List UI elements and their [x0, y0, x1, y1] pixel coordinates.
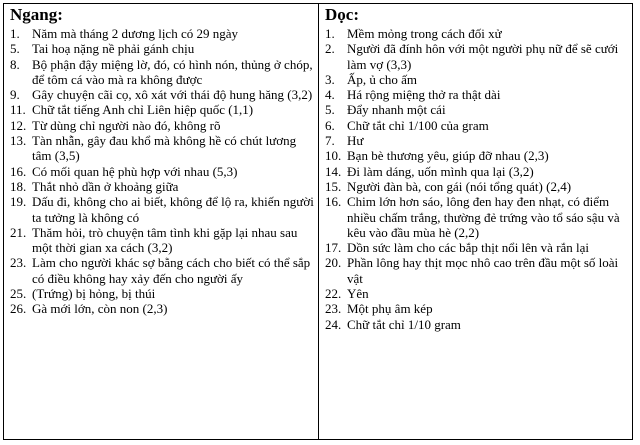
clue-text: Năm mà tháng 2 dương lịch có 29 ngày	[32, 26, 238, 41]
down-clue	[325, 317, 628, 332]
down-clue	[325, 26, 628, 41]
clue-text: Chim lớn hơn sáo, lông đen hay đen nhạt, có điểm nhiều chấm trắng, thường đẻ trứng vào tổ sáo sậu và kêu vào đầu mùa hè (2,2)	[347, 194, 620, 240]
down-clue	[325, 72, 628, 87]
down-clue	[325, 179, 628, 194]
clue-number: 4.	[325, 87, 335, 103]
across-heading: Ngang:	[10, 5, 63, 24]
clue-text: Gây chuyện cãi cọ, xô xát với thái độ hung hăng (3,2)	[32, 87, 313, 103]
clue-number: 6.	[325, 117, 335, 133]
clue-number: 17.	[325, 240, 342, 256]
down-clue	[325, 118, 628, 133]
across-clue	[10, 102, 314, 117]
clue-text: Ấp, ủ cho ấm	[347, 71, 418, 87]
clue-number: 24.	[325, 316, 342, 332]
clue-text: Mềm mỏng trong cách đối xử	[347, 26, 502, 41]
down-clue	[325, 102, 628, 117]
clue-text: Từ dùng chỉ người nào đó, không rõ	[32, 117, 221, 133]
clue-text: Phần lông hay thịt mọc nhô cao trên đầu một số loài vật	[347, 255, 619, 286]
clue-number: 5.	[325, 102, 335, 118]
across-clue-list	[10, 26, 314, 317]
down-clue	[325, 286, 628, 301]
across-clue	[10, 225, 314, 256]
across-clue	[10, 118, 314, 133]
clue-number: 18.	[10, 178, 27, 194]
down-clue	[325, 164, 628, 179]
down-clue	[325, 87, 628, 102]
clue-number: 26.	[10, 301, 27, 317]
clue-number: 9.	[10, 87, 20, 103]
across-clue	[10, 286, 314, 301]
clue-number: 20.	[325, 255, 342, 271]
clue-number: 5.	[10, 41, 20, 57]
across-clue	[10, 41, 314, 56]
clue-number: 22.	[325, 286, 342, 302]
across-clue	[10, 57, 314, 88]
clue-text: Dấu đi, không cho ai biết, không để lộ ra, khiến người ta tưởng là không có	[32, 194, 314, 225]
clue-text: Dồn sức làm cho các bắp thịt nổi lên và rắn lại	[347, 240, 590, 256]
clue-number: 15.	[325, 178, 342, 194]
across-clue	[10, 164, 314, 179]
clue-number: 14.	[325, 163, 342, 179]
clue-text: Thăm hỏi, trò chuyện tâm tình khi gặp lại nhau sau một thời gian xa cách (3,2)	[32, 224, 298, 256]
down-clue	[325, 148, 628, 163]
clue-number: 23.	[10, 255, 27, 271]
clue-number: 10.	[325, 148, 342, 164]
clue-number: 16.	[10, 163, 27, 179]
clue-text: Chữ tắt tiếng Anh chỉ Liên hiệp quốc (1,1)	[32, 102, 254, 118]
across-clue	[10, 301, 314, 316]
down-clue	[325, 41, 628, 72]
clue-text: Bạn bè thương yêu, giúp đỡ nhau (2,3)	[347, 148, 549, 164]
clue-number: 1.	[325, 26, 335, 41]
clue-text: Một phụ âm kép	[347, 301, 433, 317]
clue-number: 8.	[10, 56, 20, 72]
down-column	[319, 4, 632, 439]
clue-text: Há rộng miệng thở ra thật dài	[347, 87, 501, 103]
across-clue	[10, 26, 314, 41]
clue-text: Tai hoạ nặng nề phải gánh chịu	[32, 41, 195, 57]
clue-text: Chữ tắt chỉ 1/100 của gram	[347, 117, 489, 133]
clue-text: Tàn nhẫn, gây đau khổ mà không hề có chút lương tâm (3,5)	[32, 133, 297, 164]
clue-number: 21.	[10, 224, 27, 240]
clue-text: Yên	[347, 286, 369, 302]
clue-number: 19.	[10, 194, 27, 210]
across-clue	[10, 133, 314, 164]
clue-number: 11.	[10, 102, 26, 118]
clue-text: Chữ tắt chỉ 1/10 gram	[347, 316, 461, 332]
down-clue	[325, 194, 628, 240]
clue-text: Người đã đính hôn với một người phụ nữ để sẽ cưới làm vợ (3,3)	[347, 41, 619, 72]
clue-text: Có mối quan hệ phù hợp với nhau (5,3)	[32, 163, 238, 179]
clue-number: 2.	[325, 41, 335, 57]
across-column	[4, 4, 319, 439]
clue-text: Đi làm dáng, uốn mình qua lại (3,2)	[347, 163, 534, 179]
clue-text: Hư	[347, 133, 364, 149]
down-clue	[325, 240, 628, 255]
clue-text: Làm cho người khác sợ bằng cách cho biết có thể sắp có điều không hay xảy đến cho người ấy	[32, 255, 311, 286]
clue-number: 16.	[325, 194, 342, 210]
clue-number: 3.	[325, 71, 335, 87]
across-clue	[10, 87, 314, 102]
clue-text: Người đàn bà, con gái (nói tổng quát) (2,4)	[347, 178, 572, 194]
clue-text: (Trứng) bị hỏng, bị thúi	[32, 286, 156, 302]
across-clue	[10, 179, 314, 194]
clue-number: 7.	[325, 133, 335, 149]
across-clue	[10, 194, 314, 225]
down-clue-list	[325, 26, 628, 332]
down-heading: Dọc:	[325, 5, 359, 24]
clue-number: 12.	[10, 117, 27, 133]
down-clue	[325, 301, 628, 316]
clue-number: 13.	[10, 133, 27, 149]
across-clue	[10, 255, 314, 286]
clue-text: Đẩy nhanh một cái	[347, 102, 446, 118]
down-clue	[325, 133, 628, 148]
clue-text: Bộ phận đậy miệng lờ, đó, có hình nón, thủng ở chóp, để tôm cá vào mà ra không được	[32, 56, 313, 87]
clue-text: Gà mới lớn, còn non (2,3)	[32, 301, 168, 317]
clue-text: Thắt nhỏ dần ở khoảng giữa	[32, 178, 179, 194]
crossword-clues-table	[3, 3, 633, 440]
down-clue	[325, 255, 628, 286]
clue-number: 1.	[10, 26, 20, 41]
clue-number: 23.	[325, 301, 342, 317]
clue-number: 25.	[10, 286, 27, 302]
